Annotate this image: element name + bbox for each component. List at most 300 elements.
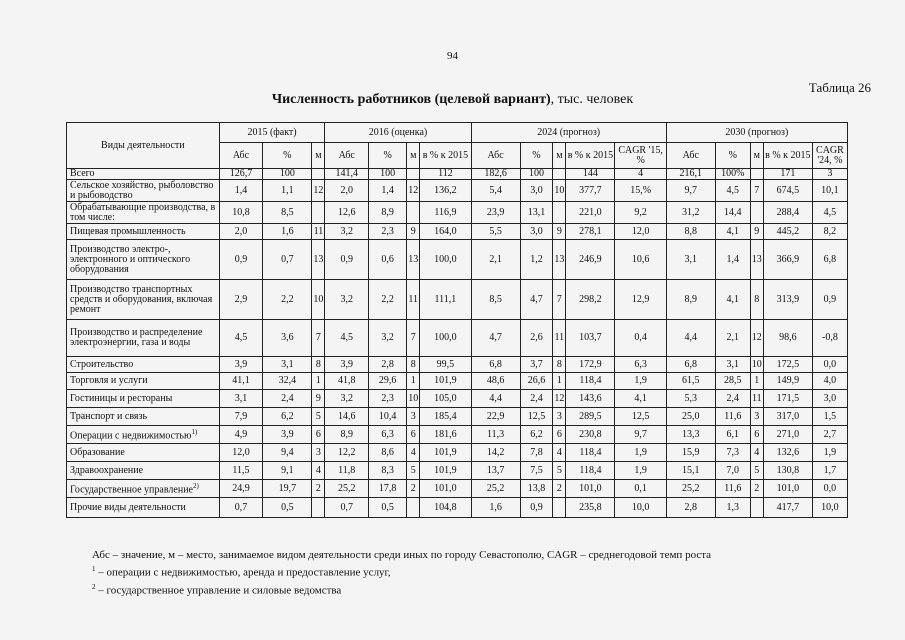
activity-name-text: Сельское хозяйство, рыболовство и рыбоводство xyxy=(70,179,214,201)
activity-name xyxy=(67,320,220,357)
table-cell: 1,4 xyxy=(369,180,407,202)
table-cell: 3 xyxy=(312,444,325,462)
table-cell: 278,1 xyxy=(566,224,615,240)
table-cell: 13,8 xyxy=(520,480,553,498)
table-cell: 0,0 xyxy=(812,357,847,373)
table-cell: 10 xyxy=(553,180,566,202)
table-cell: 12,0 xyxy=(615,224,666,240)
table-cell: 8 xyxy=(553,357,566,373)
table-cell: 1,5 xyxy=(812,408,847,426)
table-cell: 1 xyxy=(312,373,325,390)
activity-name xyxy=(67,169,220,180)
table-cell: 2,0 xyxy=(325,180,369,202)
table-cell: 3,2 xyxy=(369,320,407,357)
table-cell: 5,3 xyxy=(666,390,715,408)
table-cell: 3,0 xyxy=(812,390,847,408)
table-title-unit: , тыс. человек xyxy=(550,92,634,107)
table-cell: 132,6 xyxy=(763,444,812,462)
table-cell: 12,6 xyxy=(325,202,369,224)
page-number: 94 xyxy=(447,50,458,62)
table-cell: 1,6 xyxy=(471,498,520,518)
table-cell: 12 xyxy=(407,180,420,202)
activity-name xyxy=(67,444,220,462)
table-cell: 235,8 xyxy=(566,498,615,518)
table-cell: 15,1 xyxy=(666,462,715,480)
table-cell: 2,7 xyxy=(812,426,847,444)
table-cell: 8,9 xyxy=(325,426,369,444)
table-cell: 99,5 xyxy=(420,357,471,373)
table-cell: 98,6 xyxy=(763,320,812,357)
table-cell: 313,9 xyxy=(763,280,812,320)
subheader-abs: Абс xyxy=(666,143,715,169)
table-cell: 11 xyxy=(750,390,763,408)
table-cell: 6 xyxy=(407,426,420,444)
table-cell: 9,7 xyxy=(615,426,666,444)
table-cell: 4 xyxy=(407,444,420,462)
table-cell: 8,8 xyxy=(666,224,715,240)
subheader-abs: Абс xyxy=(471,143,520,169)
table-row xyxy=(67,408,848,426)
table-cell: 8,3 xyxy=(369,462,407,480)
table-cell xyxy=(312,169,325,180)
table-cell: 2,8 xyxy=(666,498,715,518)
table-cell: 6,1 xyxy=(715,426,750,444)
table-cell: 182,6 xyxy=(471,169,520,180)
table-cell: 100,0 xyxy=(420,320,471,357)
table-cell: 2,8 xyxy=(369,357,407,373)
header-period-2024: 2024 (прогноз) xyxy=(471,123,666,143)
table-cell xyxy=(750,498,763,518)
table-cell: 1,2 xyxy=(520,240,553,280)
table-cell: 4 xyxy=(553,444,566,462)
subheader-rank: м xyxy=(553,143,566,169)
table-cell xyxy=(312,498,325,518)
table-cell: 15,9 xyxy=(666,444,715,462)
subheader-cagr-2024: CAGR '15, % xyxy=(615,143,666,169)
table-cell: 25,2 xyxy=(325,480,369,498)
activity-name-text: Операции с недвижимостью xyxy=(70,430,192,442)
table-cell: 3,1 xyxy=(666,240,715,280)
table-cell: 9 xyxy=(553,224,566,240)
table-cell: 8,9 xyxy=(666,280,715,320)
table-cell: 26,6 xyxy=(520,373,553,390)
table-cell: 112 xyxy=(420,169,471,180)
table-cell: 0,9 xyxy=(325,240,369,280)
activity-name xyxy=(67,280,220,320)
table-cell: 5 xyxy=(312,408,325,426)
table-cell: 5 xyxy=(407,462,420,480)
table-cell: 3 xyxy=(812,169,847,180)
table-cell: 0,7 xyxy=(219,498,263,518)
table-cell: 4,4 xyxy=(666,320,715,357)
table-cell: 7,8 xyxy=(520,444,553,462)
table-cell: 2,4 xyxy=(715,390,750,408)
table-cell: 7 xyxy=(553,280,566,320)
header-period-2015: 2015 (факт) xyxy=(219,123,325,143)
table-cell: 185,4 xyxy=(420,408,471,426)
table-cell: 3 xyxy=(407,408,420,426)
table-cell: 2,1 xyxy=(471,240,520,280)
table-cell: 1,4 xyxy=(715,240,750,280)
table-cell: 3 xyxy=(553,408,566,426)
table-cell: 13,7 xyxy=(471,462,520,480)
table-cell: 1,9 xyxy=(615,373,666,390)
table-cell: 130,8 xyxy=(763,462,812,480)
table-cell: 271,0 xyxy=(763,426,812,444)
table-cell: 6,3 xyxy=(615,357,666,373)
table-cell: 0,9 xyxy=(520,498,553,518)
table-cell: 8,9 xyxy=(369,202,407,224)
table-cell: 100,0 xyxy=(420,240,471,280)
table-row xyxy=(67,202,848,224)
table-row xyxy=(67,373,848,390)
header-period-2016: 2016 (оценка) xyxy=(325,123,471,143)
table-cell: 8,6 xyxy=(369,444,407,462)
subheader-pct: % xyxy=(263,143,312,169)
table-cell xyxy=(750,169,763,180)
table-cell: 6 xyxy=(312,426,325,444)
footnote-1-mark: 1 xyxy=(92,565,96,573)
activity-name-text: Прочие виды деятельности xyxy=(70,501,186,513)
table-cell: 11 xyxy=(407,280,420,320)
table-row xyxy=(67,280,848,320)
table-cell: 2 xyxy=(312,480,325,498)
table-cell: 9,1 xyxy=(263,462,312,480)
table-cell: 105,0 xyxy=(420,390,471,408)
table-cell: 6 xyxy=(553,426,566,444)
table-cell: 1,9 xyxy=(615,462,666,480)
table-cell: 317,0 xyxy=(763,408,812,426)
table-cell: 101,9 xyxy=(420,373,471,390)
table-cell: 7 xyxy=(312,320,325,357)
table-cell: 4,1 xyxy=(715,280,750,320)
table-cell: 230,8 xyxy=(566,426,615,444)
footnote-marker: 2) xyxy=(192,482,199,491)
table-cell: 13 xyxy=(312,240,325,280)
table-cell: 11,6 xyxy=(715,480,750,498)
table-cell: 2,9 xyxy=(219,280,263,320)
table-cell: 171,5 xyxy=(763,390,812,408)
table-cell: 10,1 xyxy=(812,180,847,202)
table-cell: 8,5 xyxy=(471,280,520,320)
table-cell xyxy=(750,202,763,224)
subheader-abs: Абс xyxy=(219,143,263,169)
activity-name xyxy=(67,480,220,498)
table-cell: 10,8 xyxy=(219,202,263,224)
table-cell: 3,2 xyxy=(325,224,369,240)
activity-name-text: Строительство xyxy=(70,358,134,370)
table-row xyxy=(67,390,848,408)
activity-name xyxy=(67,408,220,426)
table-cell: 103,7 xyxy=(566,320,615,357)
table-cell: 8 xyxy=(312,357,325,373)
table-cell: 7 xyxy=(407,320,420,357)
footnotes xyxy=(92,548,852,597)
table-cell xyxy=(553,202,566,224)
table-cell: 116,9 xyxy=(420,202,471,224)
table-cell: 8,2 xyxy=(812,224,847,240)
activity-name xyxy=(67,426,220,444)
table-cell: 6,2 xyxy=(263,408,312,426)
table-cell: 126,7 xyxy=(219,169,263,180)
subheader-pct-2015: в % к 2015 xyxy=(566,143,615,169)
table-cell: 12 xyxy=(553,390,566,408)
table-cell: 3,6 xyxy=(263,320,312,357)
table-row xyxy=(67,426,848,444)
table-title-main: Численность работников (целевой вариант) xyxy=(271,92,551,107)
table-cell: 1,9 xyxy=(812,444,847,462)
activity-name-text: Производство электро-, электронного и оптического оборудования xyxy=(70,243,191,275)
table-cell: 15,% xyxy=(615,180,666,202)
activity-name xyxy=(67,240,220,280)
table-cell: 100 xyxy=(263,169,312,180)
table-cell: 3,9 xyxy=(219,357,263,373)
table-cell: 12,5 xyxy=(615,408,666,426)
table-cell: 7,9 xyxy=(219,408,263,426)
table-cell: 1 xyxy=(750,373,763,390)
table-cell: 13,3 xyxy=(666,426,715,444)
table-cell: 3,1 xyxy=(219,390,263,408)
table-cell: 4,0 xyxy=(812,373,847,390)
footnote-2 xyxy=(92,580,852,598)
table-cell: 674,5 xyxy=(763,180,812,202)
table-cell: 288,4 xyxy=(763,202,812,224)
table-cell: 6,3 xyxy=(369,426,407,444)
table-cell: 31,2 xyxy=(666,202,715,224)
table-cell: 10,0 xyxy=(615,498,666,518)
table-cell: 101,0 xyxy=(420,480,471,498)
table-cell: 172,9 xyxy=(566,357,615,373)
table-cell: 0,9 xyxy=(219,240,263,280)
table-cell xyxy=(407,498,420,518)
activity-name xyxy=(67,498,220,518)
table-cell: 6,8 xyxy=(471,357,520,373)
table-cell: 3,0 xyxy=(520,224,553,240)
table-cell: 7 xyxy=(750,180,763,202)
table-cell: 12 xyxy=(750,320,763,357)
table-cell: 1,4 xyxy=(219,180,263,202)
header-period-2030: 2030 (прогноз) xyxy=(666,123,847,143)
subheader-abs: Абс xyxy=(325,143,369,169)
table-cell: 289,5 xyxy=(566,408,615,426)
subheader-rank: м xyxy=(750,143,763,169)
table-cell: 1,6 xyxy=(263,224,312,240)
table-cell: 100% xyxy=(715,169,750,180)
table-cell: 4,5 xyxy=(715,180,750,202)
table-cell: 11 xyxy=(553,320,566,357)
table-cell: 9 xyxy=(407,224,420,240)
table-cell: 12,9 xyxy=(615,280,666,320)
table-cell: 221,0 xyxy=(566,202,615,224)
table-cell: 3,9 xyxy=(325,357,369,373)
table-cell: 5 xyxy=(553,462,566,480)
table-row xyxy=(67,169,848,180)
table-cell: 13,1 xyxy=(520,202,553,224)
activity-name-text: Гостиницы и рестораны xyxy=(70,392,173,404)
table-cell: 5,5 xyxy=(471,224,520,240)
table-cell: 6,2 xyxy=(520,426,553,444)
table-cell: 149,9 xyxy=(763,373,812,390)
table-cell: 25,2 xyxy=(666,480,715,498)
table-cell: 0,7 xyxy=(325,498,369,518)
table-cell: 101,0 xyxy=(566,480,615,498)
table-cell: 11,3 xyxy=(471,426,520,444)
table-cell: 216,1 xyxy=(666,169,715,180)
table-cell: 2 xyxy=(407,480,420,498)
table-cell: 8 xyxy=(407,357,420,373)
table-cell: 19,7 xyxy=(263,480,312,498)
header-activity: Виды деятельности xyxy=(67,123,220,169)
table-cell: 8,5 xyxy=(263,202,312,224)
table-cell: 1,7 xyxy=(812,462,847,480)
footnote-2-text: – государственное управление и силовые ведомства xyxy=(95,584,342,597)
table-cell: 7,5 xyxy=(520,462,553,480)
table-cell: 101,0 xyxy=(763,480,812,498)
activity-name xyxy=(67,224,220,240)
table-cell: 5 xyxy=(750,462,763,480)
table-row xyxy=(67,498,848,518)
table-cell: 4 xyxy=(750,444,763,462)
activity-name xyxy=(67,390,220,408)
table-cell: 246,9 xyxy=(566,240,615,280)
table-cell: 298,2 xyxy=(566,280,615,320)
table-cell: 11,5 xyxy=(219,462,263,480)
table-cell: 111,1 xyxy=(420,280,471,320)
table-cell: 118,4 xyxy=(566,462,615,480)
table-cell: 10,6 xyxy=(615,240,666,280)
table-cell: 10 xyxy=(750,357,763,373)
table-cell: 2,4 xyxy=(263,390,312,408)
table-cell: 13 xyxy=(553,240,566,280)
subheader-cagr-2030: CAGR '24, % xyxy=(812,143,847,169)
table-body xyxy=(67,169,848,518)
table-cell: 4,9 xyxy=(219,426,263,444)
table-cell: 4,7 xyxy=(520,280,553,320)
table-cell: 101,9 xyxy=(420,462,471,480)
table-title xyxy=(0,92,905,108)
table-cell: 118,4 xyxy=(566,444,615,462)
table-cell: 4,4 xyxy=(471,390,520,408)
subheader-pct-2015: в % к 2015 xyxy=(763,143,812,169)
table-cell: 377,7 xyxy=(566,180,615,202)
table-cell: 9,2 xyxy=(615,202,666,224)
activity-name-text: Всего xyxy=(70,168,95,179)
table-cell: 171 xyxy=(763,169,812,180)
table-cell: 3,0 xyxy=(520,180,553,202)
activity-name-text: Транспорт и связь xyxy=(70,410,148,422)
table-cell xyxy=(407,169,420,180)
table-cell xyxy=(407,202,420,224)
table-cell: 2,0 xyxy=(219,224,263,240)
table-cell: 41,1 xyxy=(219,373,263,390)
footnote-1-text: – операции с недвижимостью, аренда и предоставление услуг, xyxy=(95,566,391,579)
activity-name-text: Государственное управление xyxy=(70,484,193,496)
table-cell: 141,4 xyxy=(325,169,369,180)
table-row xyxy=(67,180,848,202)
table-cell: 8 xyxy=(750,280,763,320)
table-cell: 417,7 xyxy=(763,498,812,518)
table-cell: 181,6 xyxy=(420,426,471,444)
table-row xyxy=(67,240,848,280)
table-cell: 9,7 xyxy=(666,180,715,202)
table-cell: 48,6 xyxy=(471,373,520,390)
table-cell: 10 xyxy=(407,390,420,408)
table-cell: 32,4 xyxy=(263,373,312,390)
table-cell: 118,4 xyxy=(566,373,615,390)
table-cell: 2,3 xyxy=(369,224,407,240)
table-cell: 4,1 xyxy=(615,390,666,408)
footnote-marker: 1) xyxy=(191,428,198,437)
table-cell: 2 xyxy=(750,480,763,498)
activity-name xyxy=(67,202,220,224)
table-cell: 2,2 xyxy=(263,280,312,320)
table-cell: 100 xyxy=(369,169,407,180)
table-cell: 0,1 xyxy=(615,480,666,498)
table-cell: 4,5 xyxy=(219,320,263,357)
table-cell: 1 xyxy=(407,373,420,390)
activity-name-text: Производство и распределение электроэнергии, газа и воды xyxy=(70,327,203,348)
table-cell: 0,5 xyxy=(369,498,407,518)
table-cell: 12,0 xyxy=(219,444,263,462)
table-cell: 2 xyxy=(553,480,566,498)
table-cell: 7,0 xyxy=(715,462,750,480)
table-cell: 28,5 xyxy=(715,373,750,390)
table-cell: 12,5 xyxy=(520,408,553,426)
activity-name-text: Образование xyxy=(70,446,125,458)
activity-name xyxy=(67,373,220,390)
table-cell: 41,8 xyxy=(325,373,369,390)
footnote-2-mark: 2 xyxy=(92,582,96,591)
table-cell: 61,5 xyxy=(666,373,715,390)
table-cell: 7,3 xyxy=(715,444,750,462)
table-cell: 11,6 xyxy=(715,408,750,426)
activity-name-text: Пищевая промышленность xyxy=(70,225,186,237)
table-cell: 12,2 xyxy=(325,444,369,462)
table-cell: 9,4 xyxy=(263,444,312,462)
table-row xyxy=(67,357,848,373)
table-cell: 0,9 xyxy=(812,280,847,320)
table-cell: 0,4 xyxy=(615,320,666,357)
table-cell: 3,9 xyxy=(263,426,312,444)
table-cell: 3,1 xyxy=(263,357,312,373)
subheader-pct: % xyxy=(715,143,750,169)
table-cell: 10,0 xyxy=(812,498,847,518)
table-cell: 101,9 xyxy=(420,444,471,462)
table-cell: 10,4 xyxy=(369,408,407,426)
table-cell: 1,9 xyxy=(615,444,666,462)
table-cell: 25,2 xyxy=(471,480,520,498)
table-cell: 2,1 xyxy=(715,320,750,357)
table-row xyxy=(67,444,848,462)
table-cell: 1 xyxy=(553,373,566,390)
table-cell: 6,8 xyxy=(812,240,847,280)
activity-name-text: Здравоохранение xyxy=(70,464,144,476)
footnote-legend: Абс – значение, м – место, занимаемое видом деятельности среди иных по городу Севастополю, CAGR – среднегодовой темп роста xyxy=(92,549,712,561)
table-cell: 3,7 xyxy=(520,357,553,373)
table-cell: 14,4 xyxy=(715,202,750,224)
table-row xyxy=(67,480,848,498)
table-cell: 10 xyxy=(312,280,325,320)
table-cell: 0,6 xyxy=(369,240,407,280)
table-cell: 0,0 xyxy=(812,480,847,498)
activity-name-text: Обрабатывающие производства, в том числе: xyxy=(70,201,216,223)
subheader-pct: % xyxy=(520,143,553,169)
table-cell: 0,5 xyxy=(263,498,312,518)
table-cell: 100 xyxy=(520,169,553,180)
subheader-rank: м xyxy=(407,143,420,169)
activity-name-text: Производство транспортных средств и оборудования, включая ремонт xyxy=(70,283,213,315)
activity-name xyxy=(67,357,220,373)
